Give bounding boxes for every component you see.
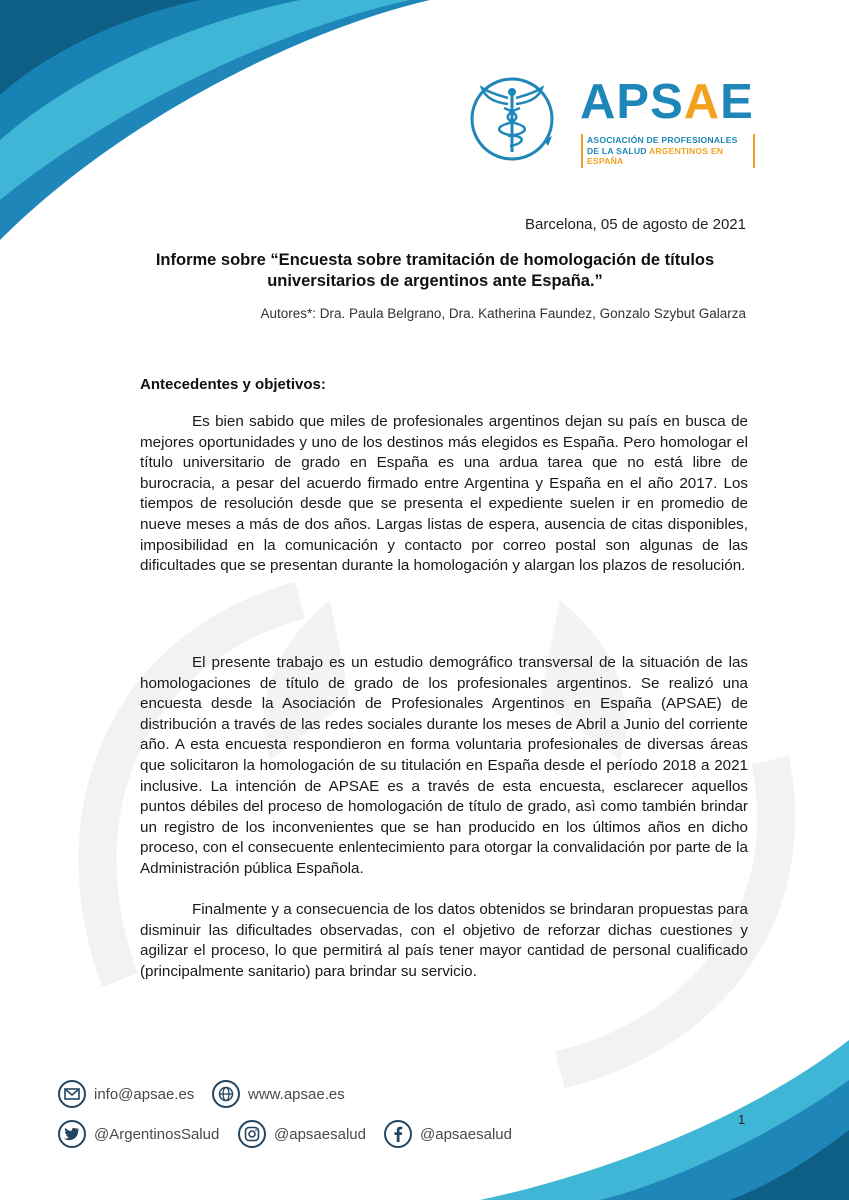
- document-date: Barcelona, 05 de agosto de 2021: [524, 216, 746, 233]
- paragraph-propuestas: Finalmente y a consecuencia de los datos obtenidos se brindaran propuestas para disminuir las dificultades observadas, con el objetivo de reforzar dichas cuestiones y agilizar el proceso, lo que permitirá al país tener mayor cantidad de personal cualificado (principalmente sanitario) para brindar su servicio.: [140, 901, 748, 980]
- footer-instagram[interactable]: [238, 1120, 366, 1148]
- paragraph-antecedentes: Es bien sabido que miles de profesionales argentinos dejan su país en busca de mejores oportunidades y uno de los destinos más elegidos es España. Pero homologar el título universitario de grado en España es una ardua tarea que no está libre de burocracia, a pesar del acuerdo firmado entre Argentina y España en el año 2017. Los tiempos de resolución desde que se presenta el expediente suelen ir en promedio de nueve meses a más de dos años. Largas listas de espera, ausencia de citas disponibles, imposibilidad en la comunicación y contacto por correo postal son algunas de las dificultades que se presentan durante la homologación y alargan los plazos de resolución.: [140, 413, 748, 575]
- section-heading: Antecedentes y objetivos:: [140, 376, 326, 393]
- instagram-icon: [238, 1120, 266, 1148]
- document-title: Informe sobre “Encuesta sobre tramitación de homologación de títulos universitarios de argentinos ante España.”: [155, 251, 715, 290]
- facebook-handle[interactable]: @apsaesalud: [420, 1125, 512, 1143]
- footer-facebook[interactable]: [384, 1120, 512, 1148]
- instagram-handle[interactable]: @apsaesalud: [274, 1125, 366, 1143]
- email-link[interactable]: info@apsae.es: [94, 1085, 195, 1103]
- logo-wordmark: APSAE: [580, 75, 754, 129]
- paragraph-estudio: El presente trabajo es un estudio demográfico transversal de la situación de las homologaciones de título de grado de los profesionales argentinos. Se realizó una encuesta desde la Asociación de Profesionales Argentinos en España (APSAE) de distribución a través de las redes sociales durante los meses de Abril a Junio del corriente año. A esta encuesta respondieron en forma voluntaria profesionales de diversas áreas que solicitaron la homologación de su titulación en España desde el período 2018 a 2021 inclusive. La intención de APSAE es a través de esta encuesta, esclarecer aquellos puntos débiles del proceso de homologación de título de grado, asì como también brindar un registro de los inconvenientes que se han producido en los últimos años en dicho proceso, con el consecuente enlentecimiento para otorgar la convalidación por parte de la Administración pública Española.: [140, 654, 748, 877]
- footer-email[interactable]: [58, 1080, 194, 1108]
- logo-subtitle: ASOCIACIÓN DE PROFESIONALES DE LA SALUD ARGENTINOS EN ESPAÑA: [581, 134, 755, 168]
- apsae-logo: [468, 74, 758, 174]
- website-link[interactable]: www.apsae.es: [248, 1085, 345, 1103]
- globe-icon: [212, 1080, 240, 1108]
- footer-twitter[interactable]: [58, 1120, 219, 1148]
- document-authors: Autores*: Dra. Paula Belgrano, Dra. Katherina Faundez, Gonzalo Szybut Galarza: [260, 306, 746, 321]
- footer-website[interactable]: [212, 1080, 345, 1108]
- twitter-icon: [58, 1120, 86, 1148]
- caduceus-emblem-icon: [468, 74, 558, 164]
- twitter-handle[interactable]: @ArgentinosSalud: [94, 1125, 220, 1143]
- page-number: 1: [738, 1112, 746, 1127]
- mail-icon: [58, 1080, 86, 1108]
- facebook-icon: [384, 1120, 412, 1148]
